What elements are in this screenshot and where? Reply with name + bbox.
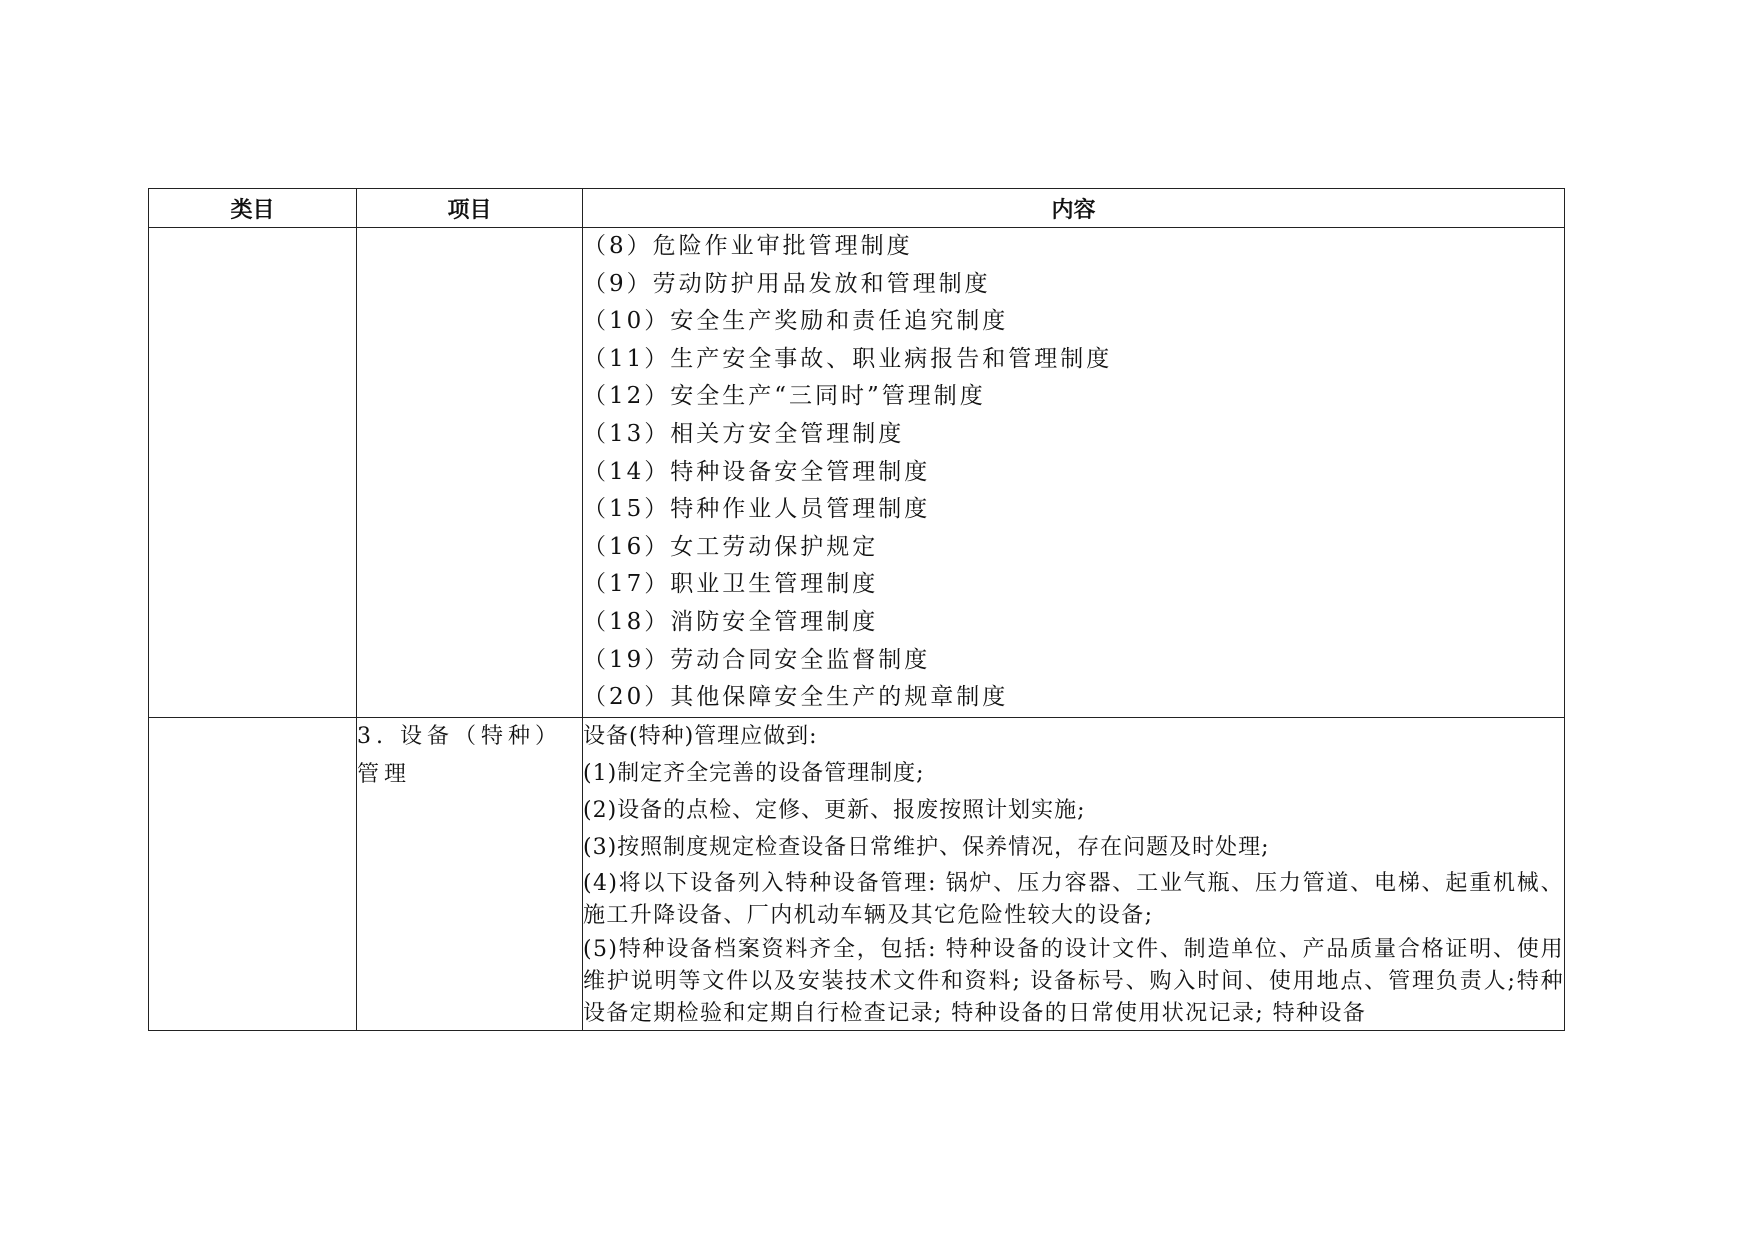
header-content: 内容 [583,189,1565,228]
list-item: （17）职业卫生管理制度 [583,571,879,598]
category-cell [149,717,357,1030]
list-item: (1)制定齐全完善的设备管理制度; [583,760,925,786]
list-item: （12）安全生产“三同时”管理制度 [583,383,986,410]
list-item: (2)设备的点检、定修、更新、报废按照计划实施; [583,797,1086,823]
content-cell [583,717,1565,1030]
category-cell [149,228,357,718]
regulation-table [148,188,1565,1031]
list-item: （20）其他保障安全生产的规章制度 [583,684,1009,711]
header-category: 类目 [149,189,357,228]
item-cell: 3. 设备（特种）管理 [357,717,583,1030]
list-item: （10）安全生产奖励和责任追究制度 [583,308,1009,335]
list-item: （18）消防安全管理制度 [583,608,879,635]
list-item: (4)将以下设备列入特种设备管理: 锅炉、压力容器、工业气瓶、压力管道、电梯、起重机械、施工升降设备、厂内机动车辆及其它危险性较大的设备; [583,870,1564,928]
list-item: （11）生产安全事故、职业病报告和管理制度 [583,345,1113,372]
table-row [149,228,1565,718]
content-cell [583,228,1565,718]
list-item: （19）劳动合同安全监督制度 [583,646,931,673]
list-item: （8）危险作业审批管理制度 [583,233,913,259]
list-item: （9）劳动防护用品发放和管理制度 [583,270,991,297]
table-row [149,717,1565,1030]
item-cell [357,228,583,718]
list-item: （16）女工劳动保护规定 [583,533,879,560]
list-item: （14）特种设备安全管理制度 [583,458,931,485]
list-item: （15）特种作业人员管理制度 [583,496,931,523]
list-item: (5)特种设备档案资料齐全，包括: 特种设备的设计文件、制造单位、产品质量合格证明、使用维护说明等文件以及安装技术文件和资料; 设备标号、购入时间、使用地点、管理负责人;特种设备定期检验和定期自行检查记录; 特种设备的日常使用状况记录; 特种设备 [583,936,1564,1026]
list-item: （13）相关方安全管理制度 [583,420,905,447]
list-item: (3)按照制度规定检查设备日常维护、保养情况，存在问题及时处理; [583,834,1270,860]
header-row [149,189,1565,228]
content-intro: 设备(特种)管理应做到: [583,723,818,749]
header-item: 项目 [357,189,583,228]
